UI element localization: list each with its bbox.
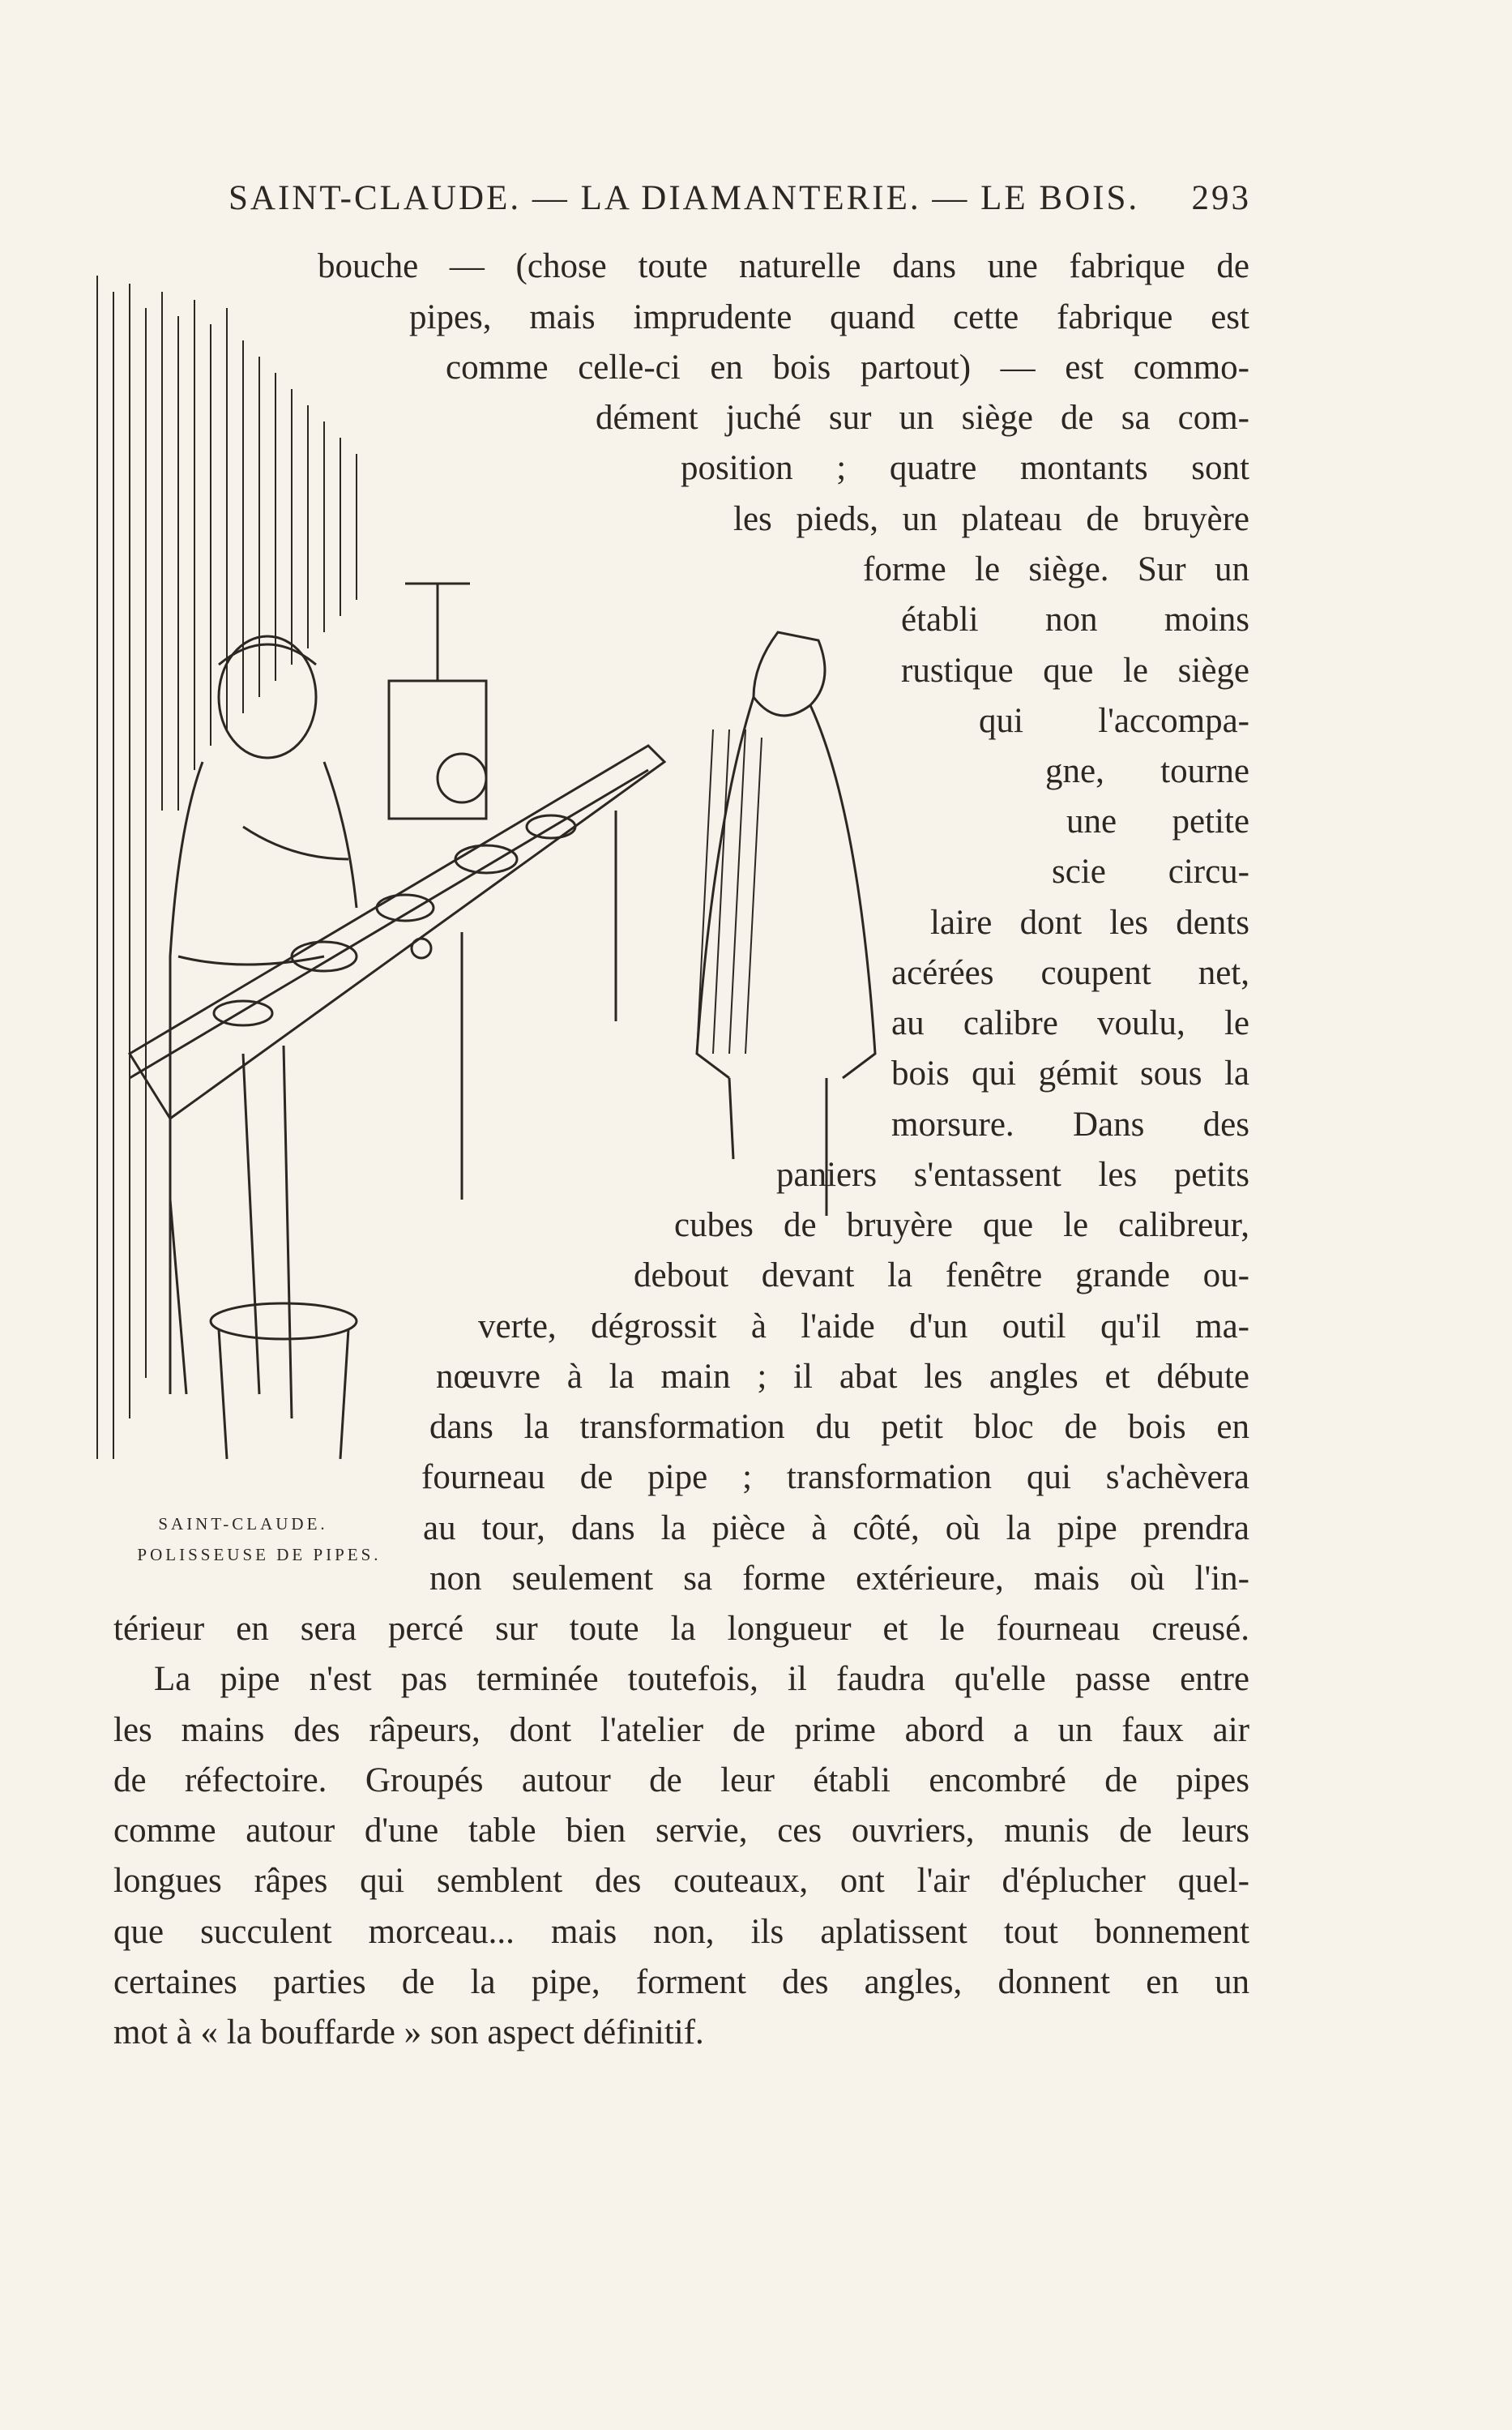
text-line: au tour, dans la pièce à côté, où la pipe prendra [423, 1509, 1249, 1547]
left-worker-figure [170, 636, 357, 1394]
text-line: La pipe n'est pas terminée toutefois, il faudra qu'elle passe entre [154, 1660, 1249, 1698]
text-line: térieur en sera percé sur toute la longueur et le fourneau creusé. [113, 1610, 1249, 1648]
text-line: qui l'accompa- [979, 702, 1249, 740]
text-line: comme celle-ci en bois partout) — est commo- [446, 349, 1249, 387]
text-line: les mains des râpeurs, dont l'atelier de prime abord a un faux air [113, 1711, 1249, 1749]
text-line: position ; quatre montants sont [681, 449, 1249, 487]
text-line: fourneau de pipe ; transformation qui s'achèvera [421, 1458, 1249, 1496]
text-line: debout devant la fenêtre grande ou- [634, 1256, 1249, 1294]
caption-line-2: POLISSEUSE DE PIPES. [137, 1545, 382, 1564]
text-line: rustique que le siège [901, 652, 1249, 690]
text-line: non seulement sa forme extérieure, mais où l'in- [429, 1559, 1249, 1598]
text-line: au calibre voulu, le [891, 1004, 1249, 1042]
text-line: dément juché sur un siège de sa com- [596, 399, 1249, 437]
text-line: comme autour d'une table bien servie, ces ouvriers, munis de leurs [113, 1812, 1249, 1850]
text-line: les pieds, un plateau de bruyère [733, 500, 1249, 538]
text-line: gne, tourne [1045, 752, 1249, 790]
text-line: bouche — (chose toute naturelle dans une fabrique de [318, 247, 1249, 285]
stool [211, 1303, 357, 1459]
text-line: forme le siège. Sur un [863, 550, 1249, 588]
running-head [229, 178, 1251, 218]
text-line: nœuvre à la main ; il abat les angles et débute [436, 1358, 1249, 1396]
text-line: pipes, mais imprudente quand cette fabrique est [409, 298, 1249, 336]
text-line: que succulent morceau... mais non, ils aplatissent tout bonnement [113, 1913, 1249, 1951]
right-worker-figure [697, 632, 875, 1216]
text-line: bois qui gémit sous la [891, 1055, 1249, 1093]
text-line: longues râpes qui semblent des couteaux, ont l'air d'éplucher quel- [113, 1862, 1249, 1900]
text-line: certaines parties de la pipe, forment des angles, donnent en un [113, 1963, 1249, 2001]
text-line: scie circu- [1052, 853, 1249, 891]
text-line: de réfectoire. Groupés autour de leur établi encombré de pipes [113, 1761, 1249, 1799]
text-line: établi non moins [901, 601, 1249, 639]
running-head-title: SAINT-CLAUDE. — LA DIAMANTERIE. — LE BOIS. [229, 179, 1140, 217]
text-line: verte, dégrossit à l'aide d'un outil qu'il ma- [478, 1307, 1249, 1345]
text-line: mot à « la bouffarde » son aspect définitif. [113, 2013, 704, 2051]
text-line: morsure. Dans des [891, 1106, 1249, 1144]
caption-line-1: SAINT-CLAUDE. [158, 1514, 328, 1534]
text-line: cubes de bruyère que le calibreur, [674, 1206, 1249, 1244]
text-line: dans la transformation du petit bloc de bois en [429, 1408, 1249, 1446]
page-number: 293 [1191, 179, 1251, 217]
background-hatching [97, 276, 357, 1459]
text-line: acérées coupent net, [891, 954, 1249, 992]
text-line: laire dont les dents [930, 904, 1249, 942]
text-line: une petite [1066, 802, 1249, 841]
text-line: paniers s'entassent les petits [776, 1156, 1249, 1194]
polishing-machine [389, 584, 486, 819]
